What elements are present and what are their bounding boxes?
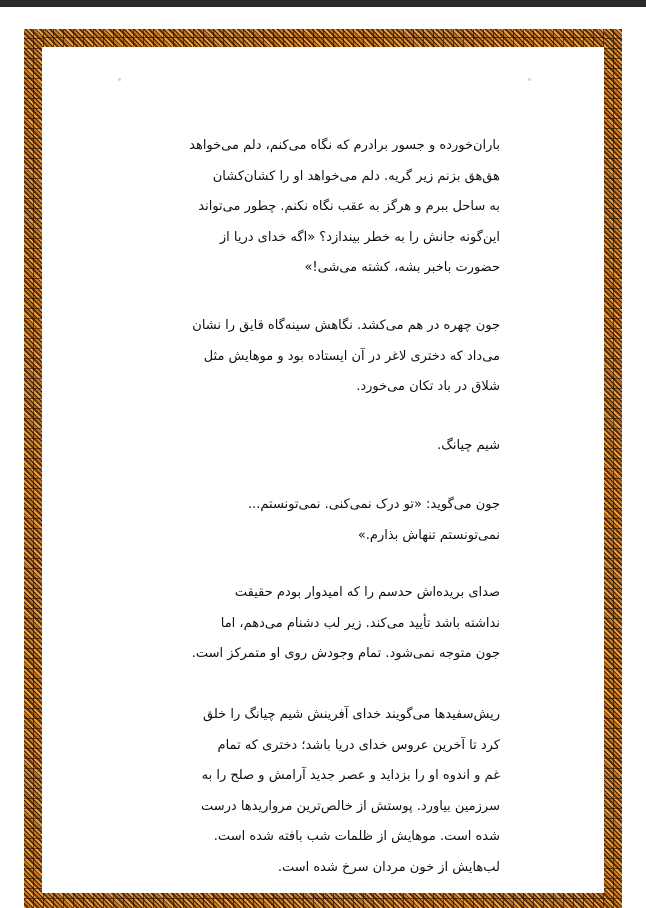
text-line: شیم چیانگ.	[437, 438, 500, 453]
text-line: جون چهره در هم می‌کشد. نگاهش سینه‌گاه قایق را نشان	[192, 318, 500, 333]
paragraph-1	[148, 131, 500, 284]
text-line: می‌داد که دختری لاغر در آن ایستاده بود و موهایش مثل	[203, 348, 500, 364]
text-line: به ساحل ببرم و هرگز به عقب نگاه نکنم. چطور می‌تواند	[198, 199, 500, 214]
decorative-border-top	[24, 29, 622, 47]
text-line: کرد تا آخرین عروس خدای دریا باشد؛ دختری که تمام	[217, 737, 500, 753]
text-line: شده است. موهایش از ظلمات شب بافته شده است.	[213, 829, 500, 844]
text-line: ریش‌سفیدها می‌گویند خدای آفرینش شیم چیانگ را خلق	[203, 707, 500, 722]
text-line: حضورت باخبر بشه، کشته می‌شی!»	[304, 260, 500, 275]
crop-mark-right	[528, 78, 531, 81]
paragraph-3	[148, 431, 500, 462]
decorative-border-left	[24, 29, 42, 908]
text-line: غم و اندوه او را بزداید و عصر جدید آرامش و صلح را به	[201, 768, 500, 783]
text-line: سرزمین بیاورد. پوستش از خالص‌ترین مرواریدها درست	[201, 798, 500, 814]
text-line: نمی‌تونستم تنهاش بذارم.»	[357, 527, 500, 543]
text-line: هق‌هق بزنم زیر گریه. دلم می‌خواهد او را کشان‌کشان	[212, 168, 500, 184]
text-line: لب‌هایش از خون مردان سرخ شده است.	[277, 859, 500, 875]
text-line: صدای بریده‌اش حدسم را که امیدوار بودم حقیقت	[234, 585, 500, 600]
window-top-bar	[0, 0, 646, 7]
text-line: باران‌خورده و جسور برادرم که نگاه می‌کنم، دلم می‌خواهد	[189, 138, 500, 153]
text-line: جون می‌گوید: «تو درک نمی‌کنی. نمی‌تونستم...	[247, 497, 500, 512]
paragraph-5	[148, 578, 500, 670]
text-line: شلاق در باد تکان می‌خورد.	[356, 379, 500, 394]
paragraph-4	[148, 490, 500, 551]
crop-mark-left	[118, 78, 121, 81]
paragraph-2	[148, 311, 500, 403]
text-line: نداشته باشد تأیید می‌کند. زیر لب دشنام می‌دهم، اما	[220, 615, 500, 631]
decorative-border-right	[604, 29, 622, 908]
decorative-border-bottom	[24, 893, 622, 908]
paragraph-6	[148, 700, 500, 883]
text-line: جون متوجه نمی‌شود. تمام وجودش روی او متمرکز است.	[191, 646, 500, 661]
text-line: این‌گونه جانش را به خطر بیندازد؟ «اگه خدای دریا از	[219, 229, 500, 245]
